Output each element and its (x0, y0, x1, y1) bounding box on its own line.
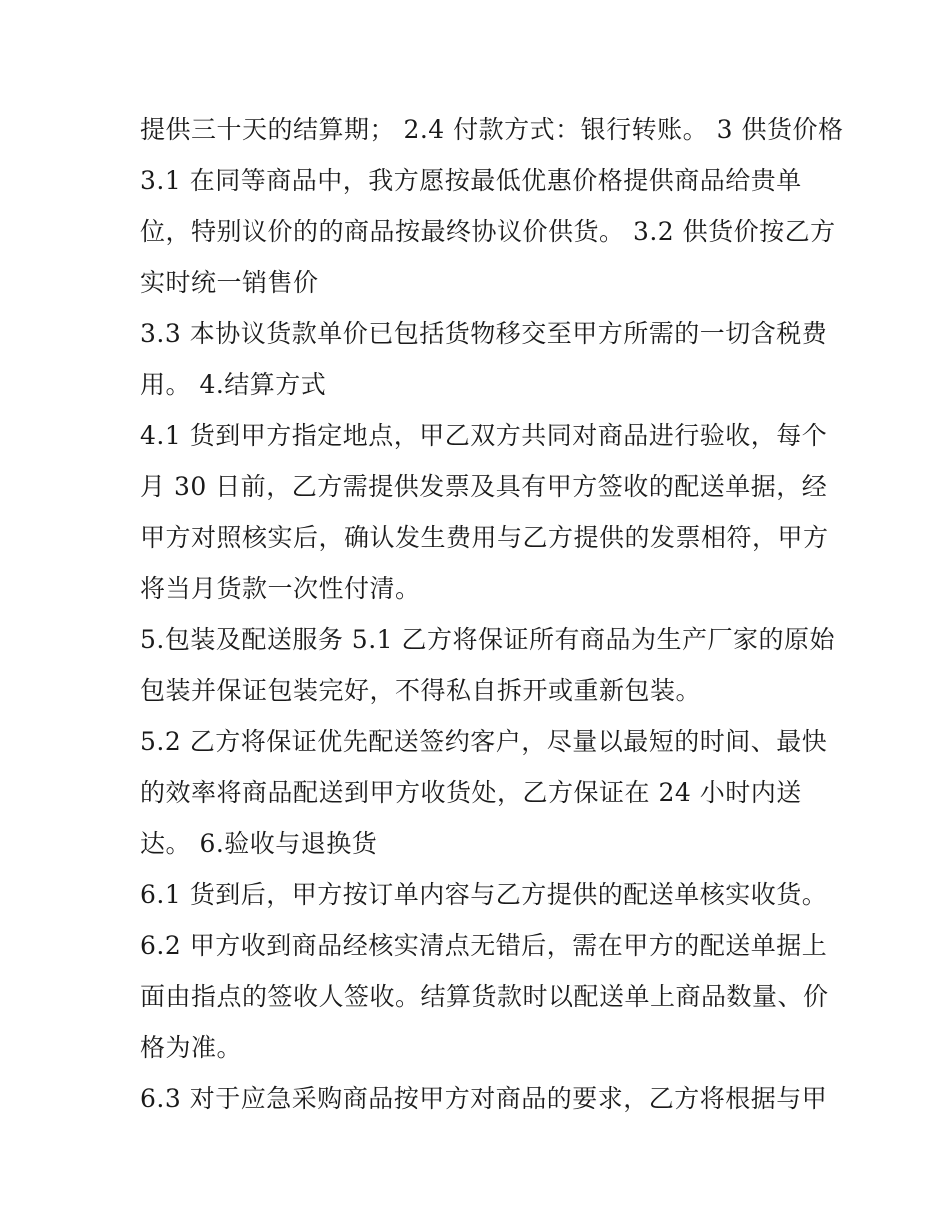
text-line: 将当月货款一次性付清。 (140, 574, 421, 603)
text-line: 6.1 货到后，甲方按订单内容与乙方提供的配送单核实收货。 (140, 880, 828, 909)
text-line: 5.2 乙方将保证优先配送签约客户，尽量以最短的时间、最快 (140, 727, 828, 756)
text-line: 用。 4.结算方式 (140, 370, 327, 399)
text-line: 6.3 对于应急采购商品按甲方对商品的要求，乙方将根据与甲 (140, 1084, 828, 1113)
text-line: 面由指点的签收人签收。结算货款时以配送单上商品数量、价 (140, 982, 829, 1011)
text-line: 6.2 甲方收到商品经核实清点无错后，需在甲方的配送单据上 (140, 931, 828, 960)
text-line: 提供三十天的结算期； 2.4 付款方式：银行转账。 3 供货价格 (140, 115, 844, 144)
text-line: 包装并保证包装完好，不得私自拆开或重新包装。 (140, 676, 702, 705)
text-line: 的效率将商品配送到甲方收货处，乙方保证在 24 小时内送 (140, 778, 802, 807)
document-body (140, 104, 844, 1124)
text-line: 4.1 货到甲方指定地点，甲乙双方共同对商品进行验收，每个 (140, 421, 828, 450)
text-line: 位，特别议价的的商品按最终协议价供货。 3.2 供货价按乙方 (140, 217, 836, 246)
text-line: 5.包装及配送服务 5.1 乙方将保证所有商品为生产厂家的原始 (140, 625, 836, 654)
text-line: 达。 6.验收与退换货 (140, 829, 378, 858)
text-line: 月 30 日前，乙方需提供发票及具有甲方签收的配送单据，经 (140, 472, 828, 501)
text-line: 3.1 在同等商品中，我方愿按最低优惠价格提供商品给贵单 (140, 166, 802, 195)
text-line: 甲方对照核实后，确认发生费用与乙方提供的发票相符，甲方 (140, 523, 829, 552)
text-line: 格为准。 (140, 1033, 243, 1062)
text-line: 实时统一销售价 (140, 268, 319, 297)
text-line: 3.3 本协议货款单价已包括货物移交至甲方所需的一切含税费 (140, 319, 828, 348)
